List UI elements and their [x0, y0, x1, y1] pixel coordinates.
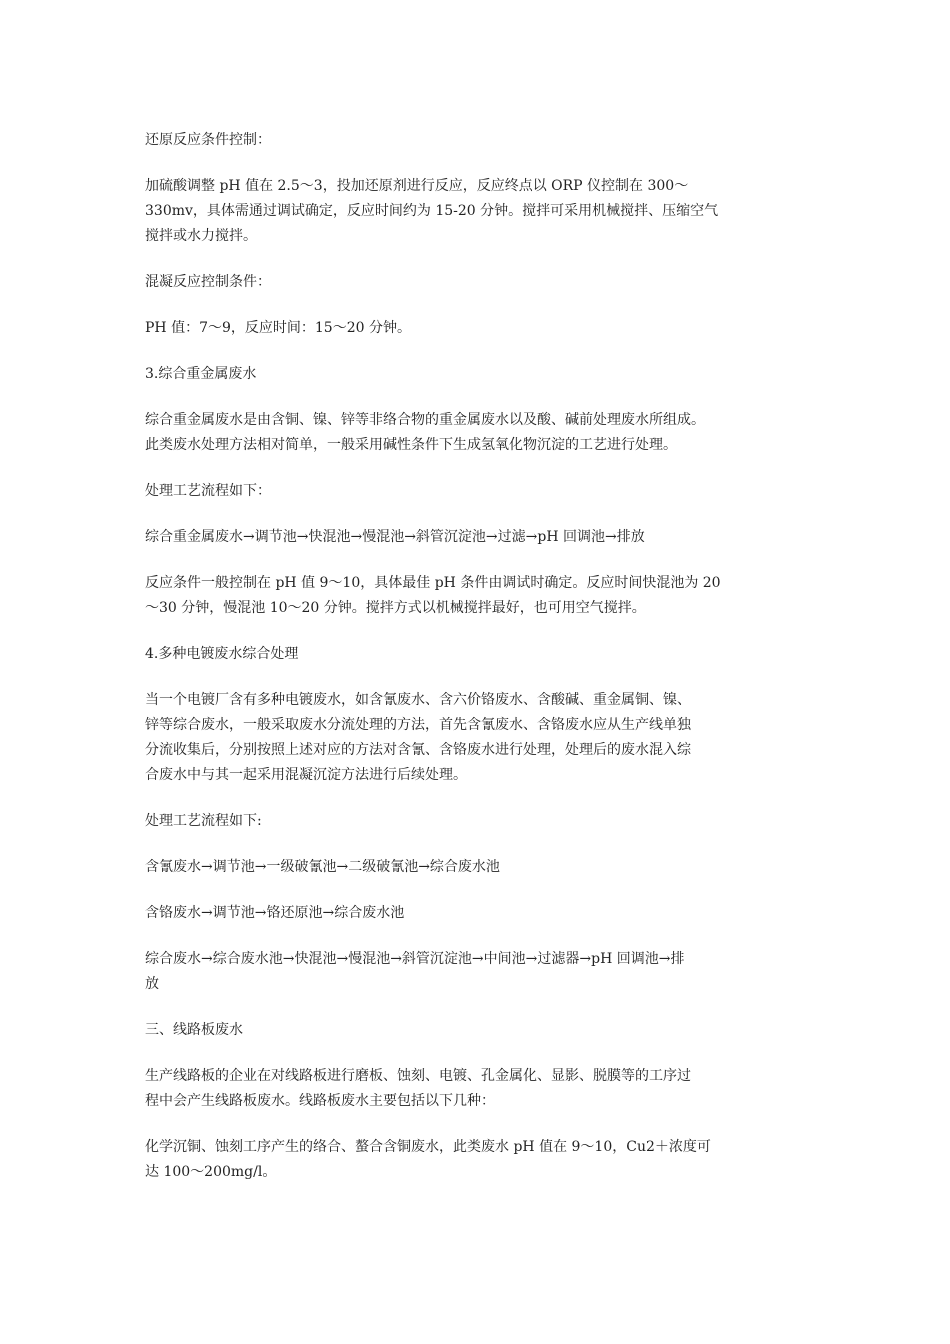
paragraph-circuit-board-description [145, 1064, 813, 1114]
text-line: 4.多种电镀废水综合处理 [145, 646, 299, 662]
text-line: 搅拌或水力搅拌。 [145, 228, 257, 244]
text-line: PH 值：7～9，反应时间：15～20 分钟。 [145, 320, 411, 336]
text-line: 合废水中与其一起采用混凝沉淀方法进行后续处理。 [145, 767, 467, 783]
text-line: 处理工艺流程如下: [145, 813, 262, 829]
section-heading-circuit-board [145, 1018, 813, 1043]
paragraph-reduction-conditions-heading [145, 128, 813, 153]
text-line: 处理工艺流程如下： [145, 483, 271, 499]
text-line: 三、线路板废水 [145, 1022, 243, 1038]
text-line: 锌等综合废水，一般采取废水分流处理的方法，首先含氰废水、含铬废水应从生产线单独 [145, 717, 691, 733]
paragraph-reduction-conditions [145, 174, 813, 249]
paragraph-heavy-metal-conditions [145, 571, 813, 621]
paragraph-heavy-metal-flow [145, 525, 813, 550]
paragraph-chromium-flow [145, 901, 813, 926]
document-page [145, 128, 813, 1206]
paragraph-combined-treatment-description [145, 688, 813, 788]
text-line: 达 100～200mg/l。 [145, 1164, 277, 1180]
paragraph-process-heading-2 [145, 809, 813, 834]
text-line: 反应条件一般控制在 pH 值 9～10，具体最佳 pH 条件由调试时确定。反应时间快混池为 20 [145, 575, 721, 591]
text-line: 分流收集后，分别按照上述对应的方法对含氰、含铬废水进行处理，处理后的废水混入综 [145, 742, 691, 758]
text-line: 混凝反应控制条件： [145, 274, 271, 290]
text-line: 加硫酸调整 pH 值在 2.5～3，投加还原剂进行反应，反应终点以 ORP 仪控制在 300～ [145, 178, 689, 194]
text-line: 化学沉铜、蚀刻工序产生的络合、螯合含铜废水，此类废水 pH 值在 9～10，Cu2＋浓度可 [145, 1139, 711, 1155]
paragraph-cyanide-flow [145, 855, 813, 880]
section-heading-combined-treatment [145, 642, 813, 667]
text-line: 还原反应条件控制： [145, 132, 271, 148]
text-line: 3.综合重金属废水 [145, 366, 257, 382]
text-line: 综合废水→综合废水池→快混池→慢混池→斜管沉淀池→中间池→过滤器→pH 回调池→排 [145, 951, 685, 967]
text-line: 此类废水处理方法相对简单，一般采用碱性条件下生成氢氧化物沉淀的工艺进行处理。 [145, 437, 677, 453]
text-line: 综合重金属废水是由含铜、镍、锌等非络合物的重金属废水以及酸、碱前处理废水所组成。 [145, 412, 705, 428]
text-line: 综合重金属废水→调节池→快混池→慢混池→斜管沉淀池→过滤→pH 回调池→排放 [145, 529, 645, 545]
paragraph-heavy-metal-description [145, 408, 813, 458]
text-line: 330mv，具体需通过调试确定，反应时间约为 15-20 分钟。搅拌可采用机械搅拌、压缩空气 [145, 203, 719, 219]
text-line: 生产线路板的企业在对线路板进行磨板、蚀刻、电镀、孔金属化、显影、脱膜等的工序过 [145, 1068, 691, 1084]
text-line: 放 [145, 976, 159, 992]
text-line: ～30 分钟，慢混池 10～20 分钟。搅拌方式以机械搅拌最好，也可用空气搅拌。 [145, 600, 646, 616]
paragraph-coagulation-heading [145, 270, 813, 295]
section-heading-heavy-metal [145, 362, 813, 387]
paragraph-copper-wastewater [145, 1135, 813, 1185]
text-line: 含铬废水→调节池→铬还原池→综合废水池 [145, 905, 405, 921]
paragraph-process-heading [145, 479, 813, 504]
text-line: 程中会产生线路板废水。线路板废水主要包括以下几种： [145, 1093, 495, 1109]
text-line: 含氰废水→调节池→一级破氰池→二级破氰池→综合废水池 [145, 859, 500, 875]
text-line: 当一个电镀厂含有多种电镀废水，如含氰废水、含六价铬废水、含酸碱、重金属铜、镍、 [145, 692, 691, 708]
paragraph-combined-flow [145, 947, 813, 997]
paragraph-coagulation-conditions [145, 316, 813, 341]
